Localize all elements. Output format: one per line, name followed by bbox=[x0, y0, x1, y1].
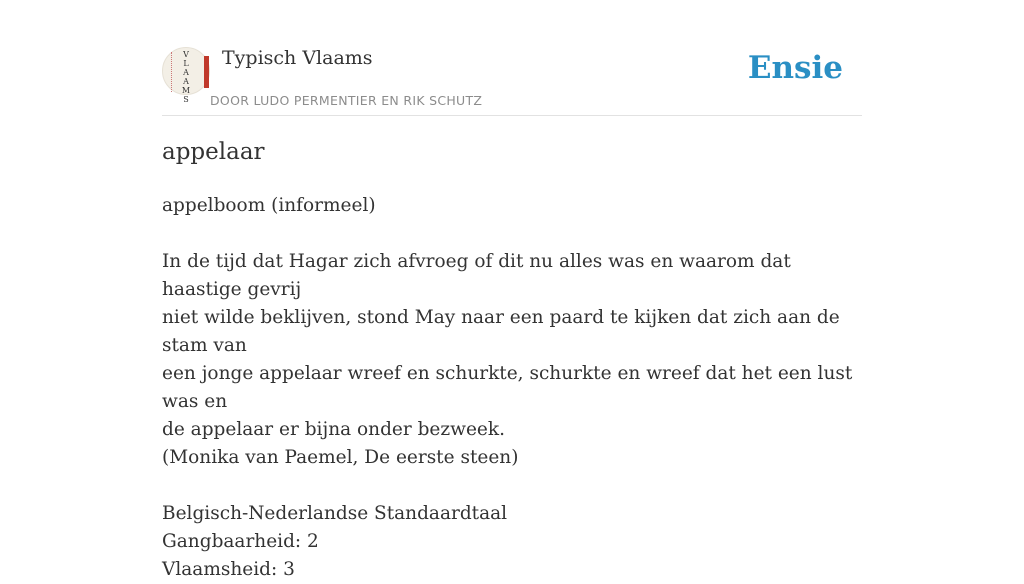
site-logo[interactable] bbox=[162, 47, 210, 104]
meta-gangbaarheid: Gangbaarheid: 2 bbox=[162, 531, 319, 552]
entry-content bbox=[162, 192, 867, 584]
brand-logo[interactable]: Ensie bbox=[747, 50, 843, 86]
author-byline: DOOR LUDO PERMENTIER EN RIK SCHUTZ bbox=[210, 93, 483, 108]
quote-line: de appelaar er bijna onder bezweek. bbox=[162, 419, 505, 440]
logo-letter: L bbox=[183, 59, 189, 68]
quote-line: In de tijd dat Hagar zich afvroeg of dit nu alles was en waarom dat haastige gevrij bbox=[162, 251, 791, 300]
quote-source: (Monika van Paemel, De eerste steen) bbox=[162, 447, 519, 468]
logo-letter: M bbox=[181, 86, 191, 95]
logo-red-bar bbox=[204, 56, 209, 88]
logo-letters bbox=[180, 50, 192, 104]
meta-language: Belgisch-Nederlandse Standaardtaal bbox=[162, 503, 508, 524]
entry-title: appelaar bbox=[162, 139, 265, 165]
spacer bbox=[162, 472, 867, 500]
logo-dotted-line bbox=[171, 52, 175, 92]
logo-letter: A bbox=[183, 68, 189, 77]
logo-letter: V bbox=[183, 50, 189, 59]
meta-vlaamsheid: Vlaamsheid: 3 bbox=[162, 559, 295, 580]
site-header bbox=[162, 40, 862, 116]
site-title[interactable]: Typisch Vlaams bbox=[222, 47, 373, 69]
spacer bbox=[162, 220, 867, 248]
quote-line: niet wilde beklijven, stond May naar een paard te kijken dat zich aan de stam van bbox=[162, 307, 840, 356]
logo-letter: S bbox=[183, 95, 189, 104]
quote-line: een jonge appelaar wreef en schurkte, schurkte en wreef dat het een lust was en bbox=[162, 363, 853, 412]
logo-letter: A bbox=[183, 77, 189, 86]
entry-definition: appelboom (informeel) bbox=[162, 195, 376, 216]
